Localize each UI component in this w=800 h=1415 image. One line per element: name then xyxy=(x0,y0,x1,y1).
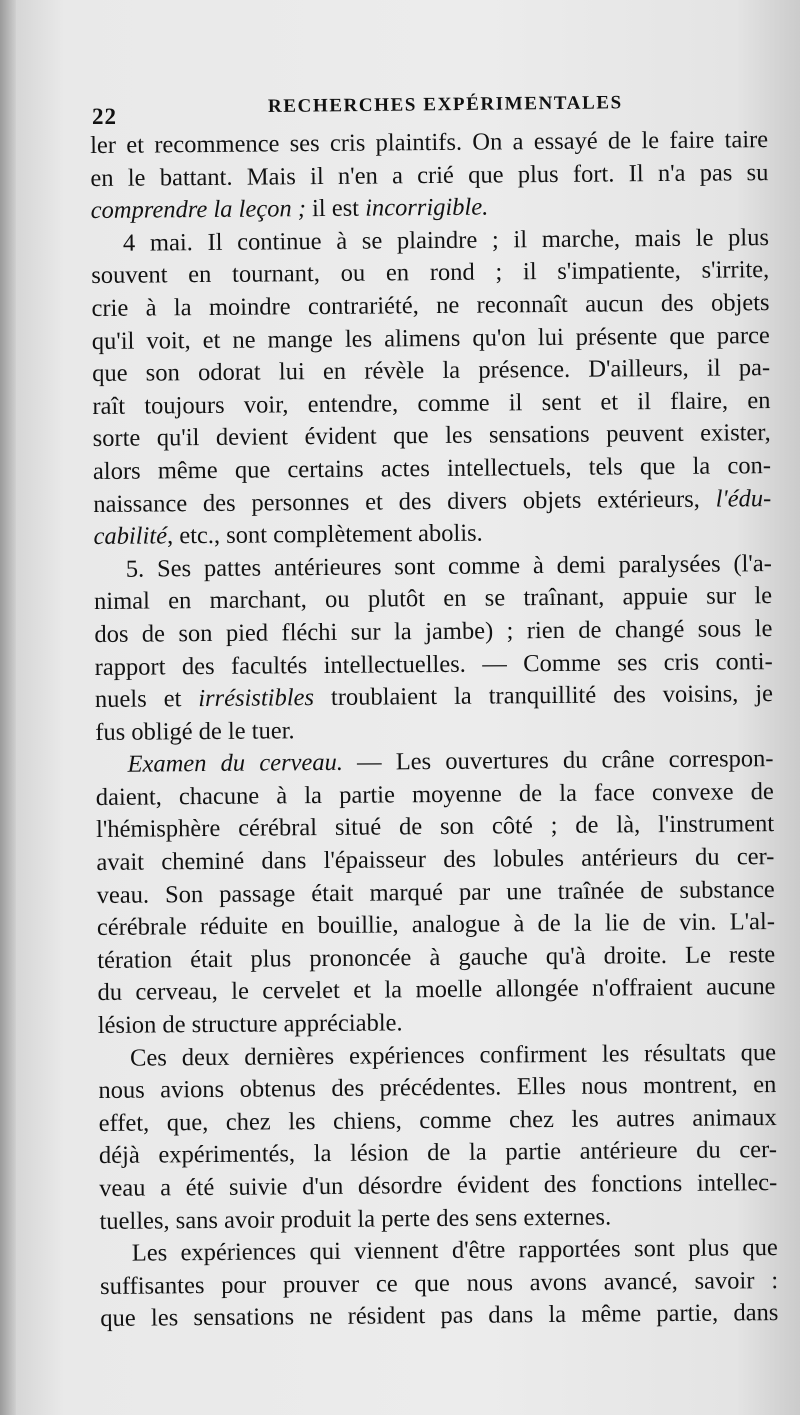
italic-text: l'édu- xyxy=(715,484,772,513)
text-run: naissance des personnes et des divers objets extérieurs, xyxy=(93,485,716,518)
text-line xyxy=(100,1297,778,1336)
text-line xyxy=(90,124,768,163)
text-run: en le battant. Mais il n'en a crié que plus fort. Il n'a pas su xyxy=(90,158,769,192)
text-line xyxy=(93,450,771,489)
text-run: veau a été suivie d'un désordre évident des fonctions intellec- xyxy=(99,1169,778,1202)
text-run: avait cheminé dans l'épaisseur des lobules antérieurs du cer- xyxy=(96,843,775,877)
page-number: 22 xyxy=(92,104,117,129)
text-run: daient, chacune à la partie moyenne de la face convexe de xyxy=(95,777,774,811)
text-run: déjà expérimentés, la lésion de la partie antérieure du cer- xyxy=(98,1136,778,1170)
text-run: dos de son pied fléchi sur la jambe) ; rien de changé sous le xyxy=(94,614,773,648)
text-line xyxy=(95,678,773,717)
running-head: RECHERCHES EXPÉRIMENTALES xyxy=(267,92,623,117)
text-run: que les sensations ne résident pas dans la même partie, dans xyxy=(100,1299,779,1333)
italic-text: Examen du cerveau. xyxy=(127,749,344,778)
text-run: veau. Son passage était marqué par une traînée de substance xyxy=(96,875,775,909)
text-run: rapport des facultés intellectuelles. — Comme ses cris conti- xyxy=(94,647,773,681)
text-run: troublaient la tranquillité des voisins, je xyxy=(313,680,774,712)
text-run: nous avions obtenus des précédentes. Elles nous montrent, en xyxy=(98,1071,777,1105)
text-run: il est xyxy=(305,194,366,223)
text-line xyxy=(90,157,768,196)
text-run: nuels et xyxy=(94,685,199,714)
text-run: 5. Ses pattes antérieures sont comme à demi paralysées (l'a- xyxy=(125,549,772,583)
text-run: nimal en marchant, ou plutôt en se traînant, appuie sur le xyxy=(93,582,773,616)
text-run: — Les ouvertures du crâne correspon- xyxy=(342,745,774,777)
text-run: fus obligé de le tuer. xyxy=(95,716,295,746)
text-line xyxy=(94,613,772,652)
text-line xyxy=(99,1167,777,1206)
text-run: que son odorat lui en révèle la présence. D'ailleurs, il pa- xyxy=(92,354,771,388)
italic-text: incorrigible. xyxy=(365,193,489,222)
text-run: qu'il voit, et ne mange les alimens qu'on lui présente que parce xyxy=(91,321,770,355)
text-line xyxy=(97,971,775,1010)
text-run: l'hémisphère cérébral situé de son côté ; de là, l'instrument xyxy=(95,810,775,844)
italic-text: cabilité xyxy=(93,522,168,551)
text-run: du cerveau, le cervelet et la moelle allongée n'offraient aucune xyxy=(97,973,776,1007)
text-line xyxy=(96,841,774,880)
body-text xyxy=(90,124,778,1336)
text-run: , etc., sont complètement abolis. xyxy=(166,519,483,550)
text-run: raît toujours voir, entendre, comme il sent et il flaire, en xyxy=(92,386,771,420)
text-run: souvent en tournant, ou en rond ; il s'impatiente, s'irrite, xyxy=(91,256,770,290)
text-run: sorte qu'il devient évident que les sensations peuvent exister, xyxy=(92,419,771,453)
text-run: tuelles, sans avoir produit la perte des sens externes. xyxy=(99,1203,612,1235)
text-run: effet, que, chez les chiens, comme chez les autres animaux xyxy=(98,1103,777,1137)
text-run: crie à la moindre contrariété, ne reconnaît aucun des objets xyxy=(91,289,770,322)
text-run: tération était plus prononcée à gauche qu'à droite. Le reste xyxy=(97,940,776,974)
page-gutter-shadow xyxy=(0,0,16,1415)
italic-text: comprendre la leçon ; xyxy=(90,195,307,225)
text-run: 4 mai. Il continue à se plaindre ; il marche, mais le plus xyxy=(122,223,770,257)
text-line xyxy=(91,287,769,326)
italic-text: irrésistibles xyxy=(198,684,315,713)
text-run: suffisantes pour prouver ce que nous avons avancé, savoir : xyxy=(99,1266,779,1300)
text-run: cérébrale réduite en bouillie, analogue à de la lie de vin. L'al- xyxy=(96,908,776,942)
text-run: alors même que certains actes intellectuels, tels que la con- xyxy=(92,452,772,485)
text-line xyxy=(93,483,771,522)
text-run: ler et recommence ses cris plaintifs. On a essayé de le faire taire xyxy=(90,126,769,159)
text-run: Ces deux dernières expériences confirment les résultats que xyxy=(129,1038,777,1072)
text-run: Les expériences qui viennent d'être rapportées sont plus que xyxy=(131,1234,778,1267)
text-run: lésion de structure appréciable. xyxy=(97,1009,403,1039)
